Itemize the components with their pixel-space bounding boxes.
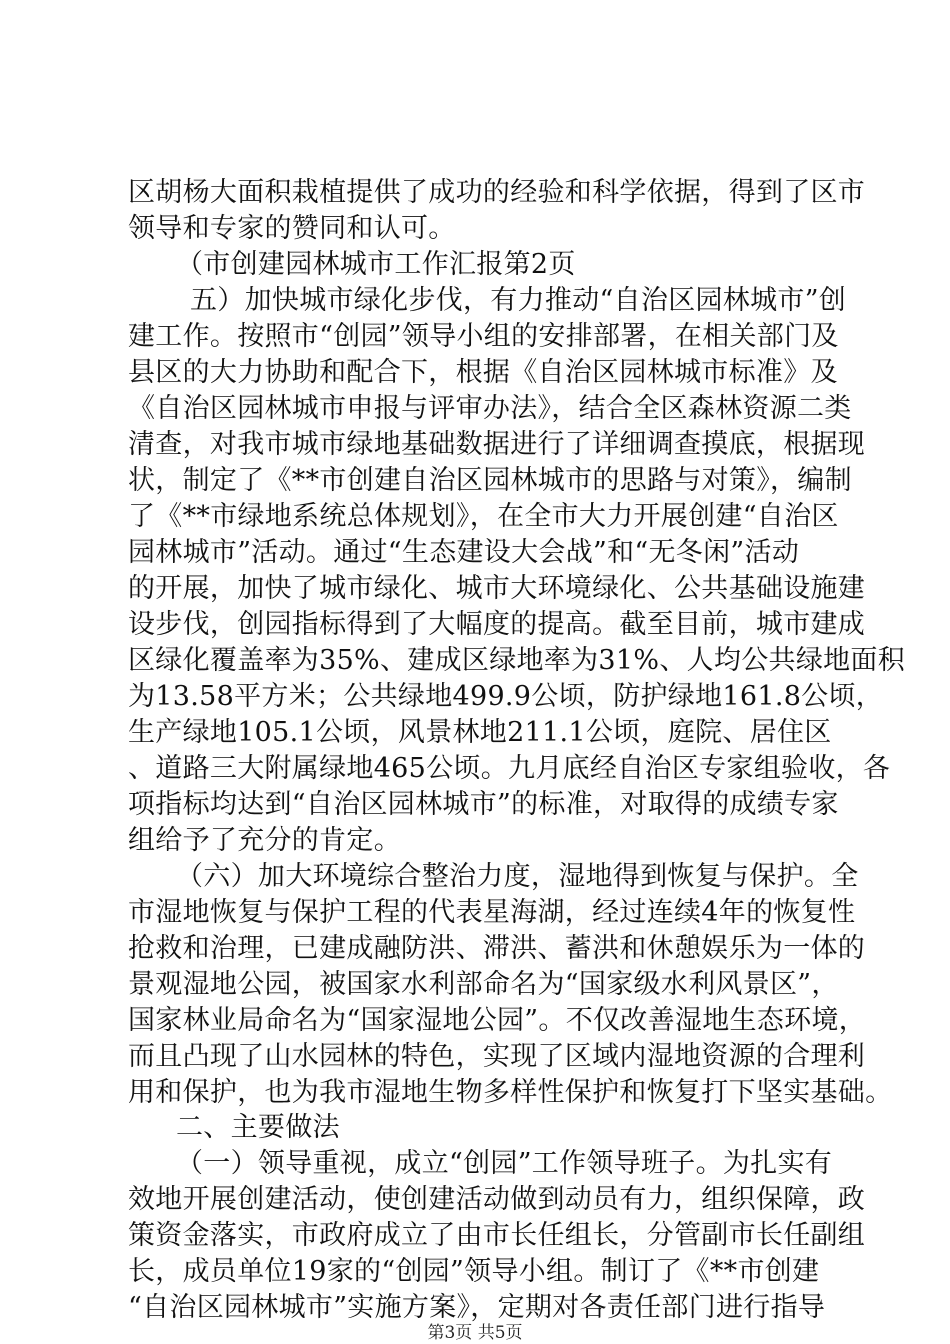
paragraph-heading-line: （一）领导重视，成立“创园”工作领导班子。为扎实有	[176, 1148, 833, 1179]
paragraph-heading-line: 五）加快城市绿化步伐，有力推动“自治区园林城市”创	[190, 285, 847, 316]
text-line: 长，成员单位19家的“创园”领导小组。制订了《**市创建	[128, 1256, 820, 1287]
text-line: 状，制定了《**市创建自治区园林城市的思路与对策》，编制	[128, 465, 852, 496]
text-line: （市创建园林城市工作汇报第2页	[176, 249, 576, 280]
text-line: 市湿地恢复与保护工程的代表星海湖，经过连续4年的恢复性	[128, 897, 856, 928]
text-line: 策资金落实，市政府成立了由市长任组长，分管副市长任副组	[128, 1220, 866, 1251]
text-line: 效地开展创建活动，使创建活动做到动员有力，组织保障，政	[128, 1184, 866, 1215]
text-line: 生产绿地105.1公顷，风景林地211.1公顷，庭院、居住区	[128, 717, 832, 748]
text-line: 了《**市绿地系统总体规划》，在全市大力开展创建“自治区	[128, 501, 839, 532]
text-line: 国家林业局命名为“国家湿地公园”。不仅改善湿地生态环境，	[128, 1005, 867, 1036]
text-line: 的开展，加快了城市绿化、城市大环境绿化、公共基础设施建	[128, 573, 866, 604]
text-line: 而且凸现了山水园林的特色，实现了区域内湿地资源的合理利	[128, 1041, 866, 1072]
text-line: 抢救和治理，已建成融防洪、滞洪、蓄洪和休憩娱乐为一体的	[128, 933, 866, 964]
text-line: 为13.58平方米；公共绿地499.9公顷，防护绿地161.8公顷，	[128, 681, 884, 712]
paragraph-heading-line: （六）加大环境综合整治力度，湿地得到恢复与保护。全	[176, 861, 859, 892]
text-line: 清查，对我市城市绿地基础数据进行了详细调查摸底，根据现	[128, 429, 866, 460]
text-line: 《自治区园林城市申报与评审办法》，结合全区森林资源二类	[128, 393, 852, 424]
text-line: 区胡杨大面积栽植提供了成功的经验和科学依据，得到了区市	[128, 177, 866, 208]
text-line: 设步伐，创园指标得到了大幅度的提高。截至目前，城市建成	[128, 609, 866, 640]
text-line: 用和保护，也为我市湿地生物多样性保护和恢复打下坚实基础。	[128, 1077, 893, 1108]
page-footer: 第3页 共5页	[427, 1323, 523, 1343]
text-line: 园林城市”活动。通过“生态建设大会战”和“无冬闲”活动	[128, 537, 800, 568]
text-line: 项指标均达到“自治区园林城市”的标准，对取得的成绩专家	[128, 789, 839, 820]
text-line: 区绿化覆盖率为35%、建成区绿地率为31%、人均公共绿地面积	[128, 645, 906, 676]
text-line: 县区的大力协助和配合下，根据《自治区园林城市标准》及	[128, 357, 838, 388]
text-line: 建工作。按照市“创园”领导小组的安排部署，在相关部门及	[128, 321, 839, 352]
text-line: “自治区园林城市”实施方案》，定期对各责任部门进行指导	[128, 1292, 826, 1323]
section-heading: 二、主要做法	[176, 1112, 340, 1143]
text-line: 景观湿地公园，被国家水利部命名为“国家级水利风景区”，	[128, 969, 839, 1000]
text-line: 、道路三大附属绿地465公顷。九月底经自治区专家组验收，各	[128, 753, 891, 784]
text-line: 领导和专家的赞同和认可。	[128, 213, 456, 244]
text-line: 组给予了充分的肯定。	[128, 825, 401, 856]
